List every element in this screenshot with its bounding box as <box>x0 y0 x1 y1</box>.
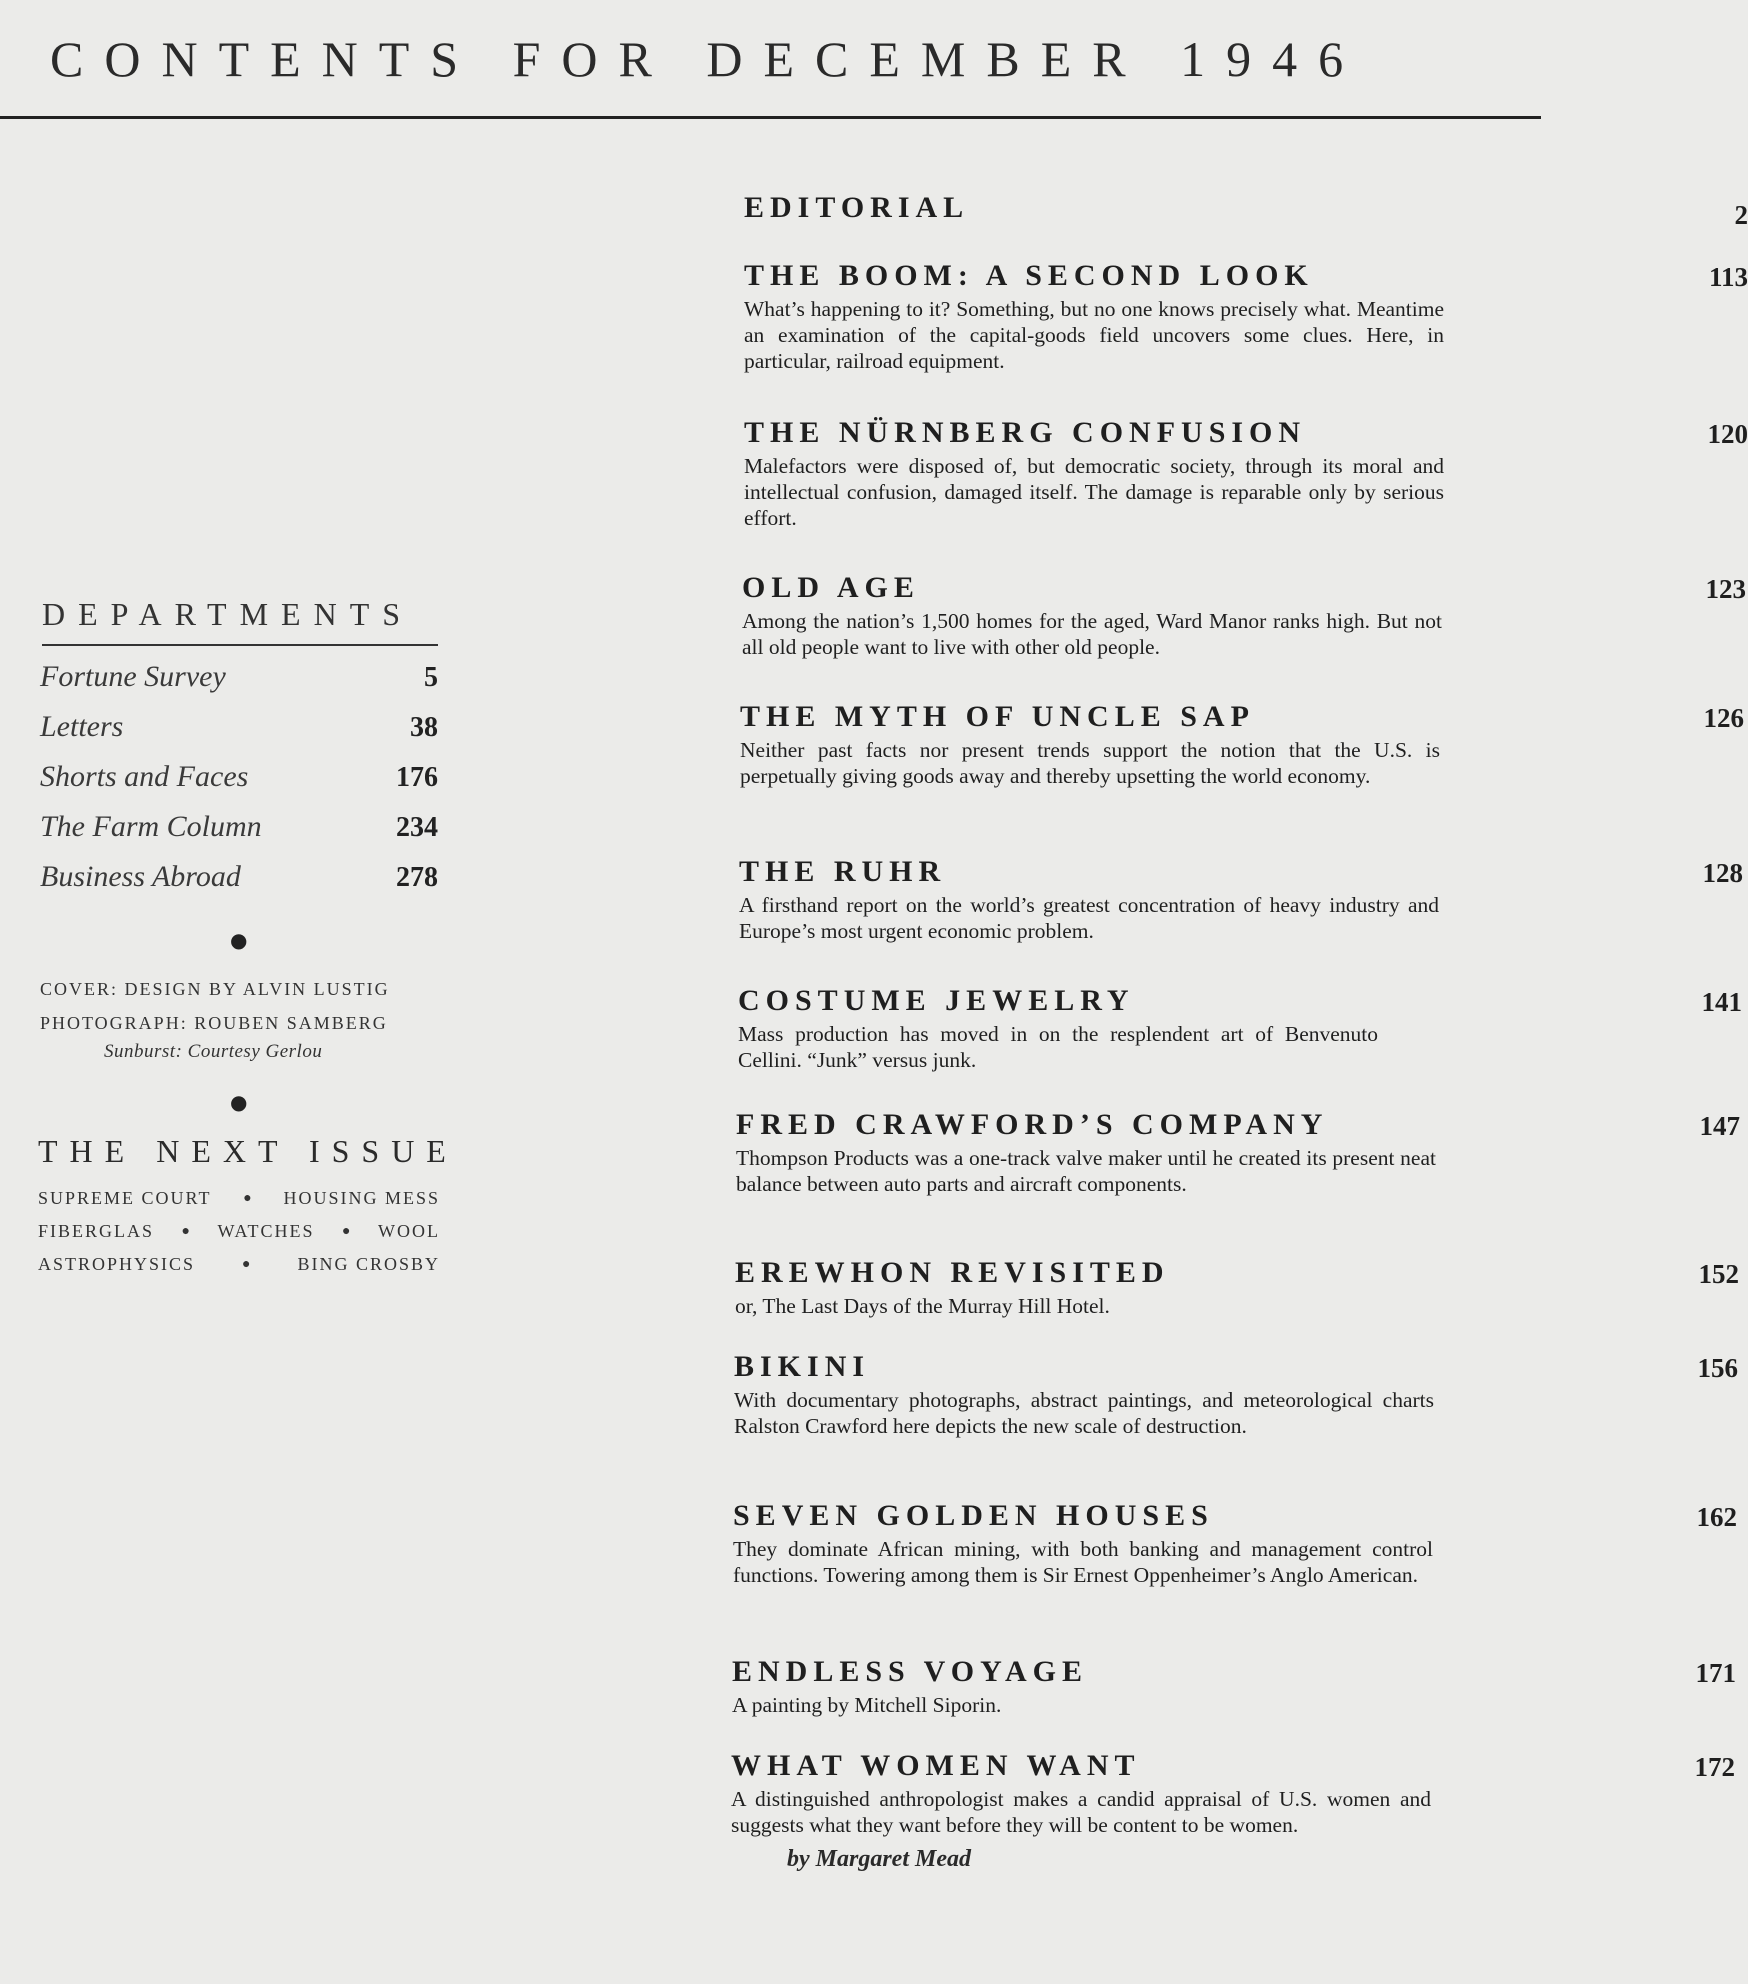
article-page: 162 <box>1696 1502 1737 1532</box>
toc-entry[interactable] <box>735 1253 1739 1319</box>
sunburst-credit: Sunburst: Courtesy Gerlou <box>104 1041 323 1062</box>
article-title: EREWHON REVISITED <box>735 1256 1170 1289</box>
article-title: BIKINI <box>734 1350 871 1383</box>
article-title: ENDLESS VOYAGE <box>732 1655 1089 1688</box>
separator-dot: ● <box>181 1224 190 1239</box>
article-title: COSTUME JEWELRY <box>738 984 1135 1017</box>
department-page: 278 <box>396 862 438 893</box>
article-page: 123 <box>1705 574 1746 604</box>
next-issue-item: BING CROSBY <box>297 1254 440 1274</box>
article-page: 171 <box>1695 1658 1736 1688</box>
article-title: OLD AGE <box>742 571 920 604</box>
department-name: Fortune Survey <box>40 660 226 693</box>
departments-heading: DEPARTMENTS <box>42 596 414 632</box>
article-page: 172 <box>1694 1752 1735 1782</box>
separator-dot: ● <box>242 1257 251 1272</box>
next-issue-item: SUPREME COURT <box>38 1188 212 1208</box>
toc-entry[interactable] <box>731 1746 1735 1873</box>
department-name: Business Abroad <box>40 860 241 893</box>
article-page: 147 <box>1699 1111 1740 1141</box>
next-issue-item: HOUSING MESS <box>283 1188 440 1208</box>
department-page: 5 <box>424 662 438 693</box>
article-title: SEVEN GOLDEN HOUSES <box>733 1499 1214 1532</box>
article-description: A painting by Mitchell Siporin. <box>732 1693 1002 1717</box>
article-title: THE MYTH OF UNCLE SAP <box>740 700 1255 733</box>
next-issue-heading: THE NEXT ISSUE <box>38 1133 458 1169</box>
department-page: 38 <box>410 712 438 743</box>
next-issue-item: WOOL <box>377 1221 440 1241</box>
department-name: Letters <box>40 710 124 743</box>
toc-entry[interactable] <box>733 1496 1737 1588</box>
department-page: 176 <box>396 762 438 793</box>
next-issue-item: WATCHES <box>217 1221 315 1241</box>
article-description: What’s happening to it? Something, but no one knows precisely what. Meantime an examination of the capital-goods field uncovers some clues. Here, in particular, railroad equipment. <box>744 297 1444 373</box>
article-page: 152 <box>1698 1259 1739 1289</box>
department-name: Shorts and Faces <box>40 760 249 793</box>
article-page: 128 <box>1702 858 1743 888</box>
article-page: 141 <box>1701 987 1742 1017</box>
article-description: A distinguished anthropologist makes a candid appraisal of U.S. women and suggests what they want before they will be content to be women. <box>731 1787 1431 1837</box>
article-description: Neither past facts nor present trends support the notion that the U.S. is perpetually giving goods away and thereby upsetting the world economy. <box>740 738 1440 788</box>
photo-credit: PHOTOGRAPH: ROUBEN SAMBERG <box>40 1013 388 1033</box>
article-description: Thompson Products was a one-track valve maker until he created its present neat balance between auto parts and aircraft components. <box>736 1146 1436 1196</box>
page-title: CONTENTS FOR DECEMBER 1946 <box>50 31 1365 87</box>
article-page: 120 <box>1707 419 1748 449</box>
cover-credit: COVER: DESIGN BY ALVIN LUSTIG <box>40 979 390 999</box>
article-byline: by Margaret Mead <box>787 1846 971 1872</box>
article-description: Mass production has moved in on the resplendent art of Benvenuto Cellini. “Junk” versus junk. <box>738 1022 1378 1072</box>
separator-dot: ● <box>243 1191 252 1206</box>
article-description: They dominate African mining, with both banking and management control functions. Towering among them is Sir Ernest Oppenheimer’s Anglo American. <box>733 1537 1433 1587</box>
toc-entry[interactable] <box>744 256 1748 374</box>
toc-entry[interactable] <box>736 1105 1740 1197</box>
toc-entry[interactable] <box>744 188 1748 230</box>
toc-entry[interactable] <box>738 981 1742 1073</box>
article-title: EDITORIAL <box>744 191 970 224</box>
toc-entry[interactable] <box>742 568 1746 660</box>
article-title: THE NÜRNBERG CONFUSION <box>744 416 1307 449</box>
bullet-divider: ● <box>230 928 248 952</box>
department-name: The Farm Column <box>40 810 262 843</box>
article-title: THE RUHR <box>739 855 947 888</box>
next-issue-item: FIBERGLAS <box>38 1221 155 1241</box>
article-title: THE BOOM: A SECOND LOOK <box>744 259 1314 292</box>
article-page: 113 <box>1708 262 1748 292</box>
article-title: FRED CRAWFORD’S COMPANY <box>736 1108 1329 1141</box>
toc-entry[interactable] <box>734 1347 1738 1439</box>
bullet-divider: ● <box>230 1090 248 1114</box>
article-page: 156 <box>1697 1353 1738 1383</box>
next-issue-item: ASTROPHYSICS <box>38 1254 196 1274</box>
toc-entry[interactable] <box>732 1652 1736 1718</box>
article-page: 126 <box>1703 703 1744 733</box>
department-page: 234 <box>396 812 438 843</box>
toc-entry[interactable] <box>739 852 1743 944</box>
article-page: 2 <box>1734 200 1748 230</box>
article-description: With documentary photographs, abstract paintings, and meteorological charts Ralston Crawford here depicts the new scale of destruction. <box>734 1388 1434 1438</box>
article-description: A firsthand report on the world’s greatest concentration of heavy industry and Europe’s most urgent economic problem. <box>739 893 1439 943</box>
article-description: or, The Last Days of the Murray Hill Hotel. <box>735 1294 1110 1318</box>
toc-entry[interactable] <box>740 697 1744 789</box>
article-description: Among the nation’s 1,500 homes for the aged, Ward Manor ranks high. But not all old people want to live with other old people. <box>742 609 1442 659</box>
toc-entry[interactable] <box>744 413 1748 531</box>
article-description: Malefactors were disposed of, but democratic society, through its moral and intellectual confusion, damaged itself. The damage is reparable only by serious effort. <box>744 454 1444 530</box>
article-title: WHAT WOMEN WANT <box>731 1749 1141 1782</box>
separator-dot: ● <box>342 1224 351 1239</box>
